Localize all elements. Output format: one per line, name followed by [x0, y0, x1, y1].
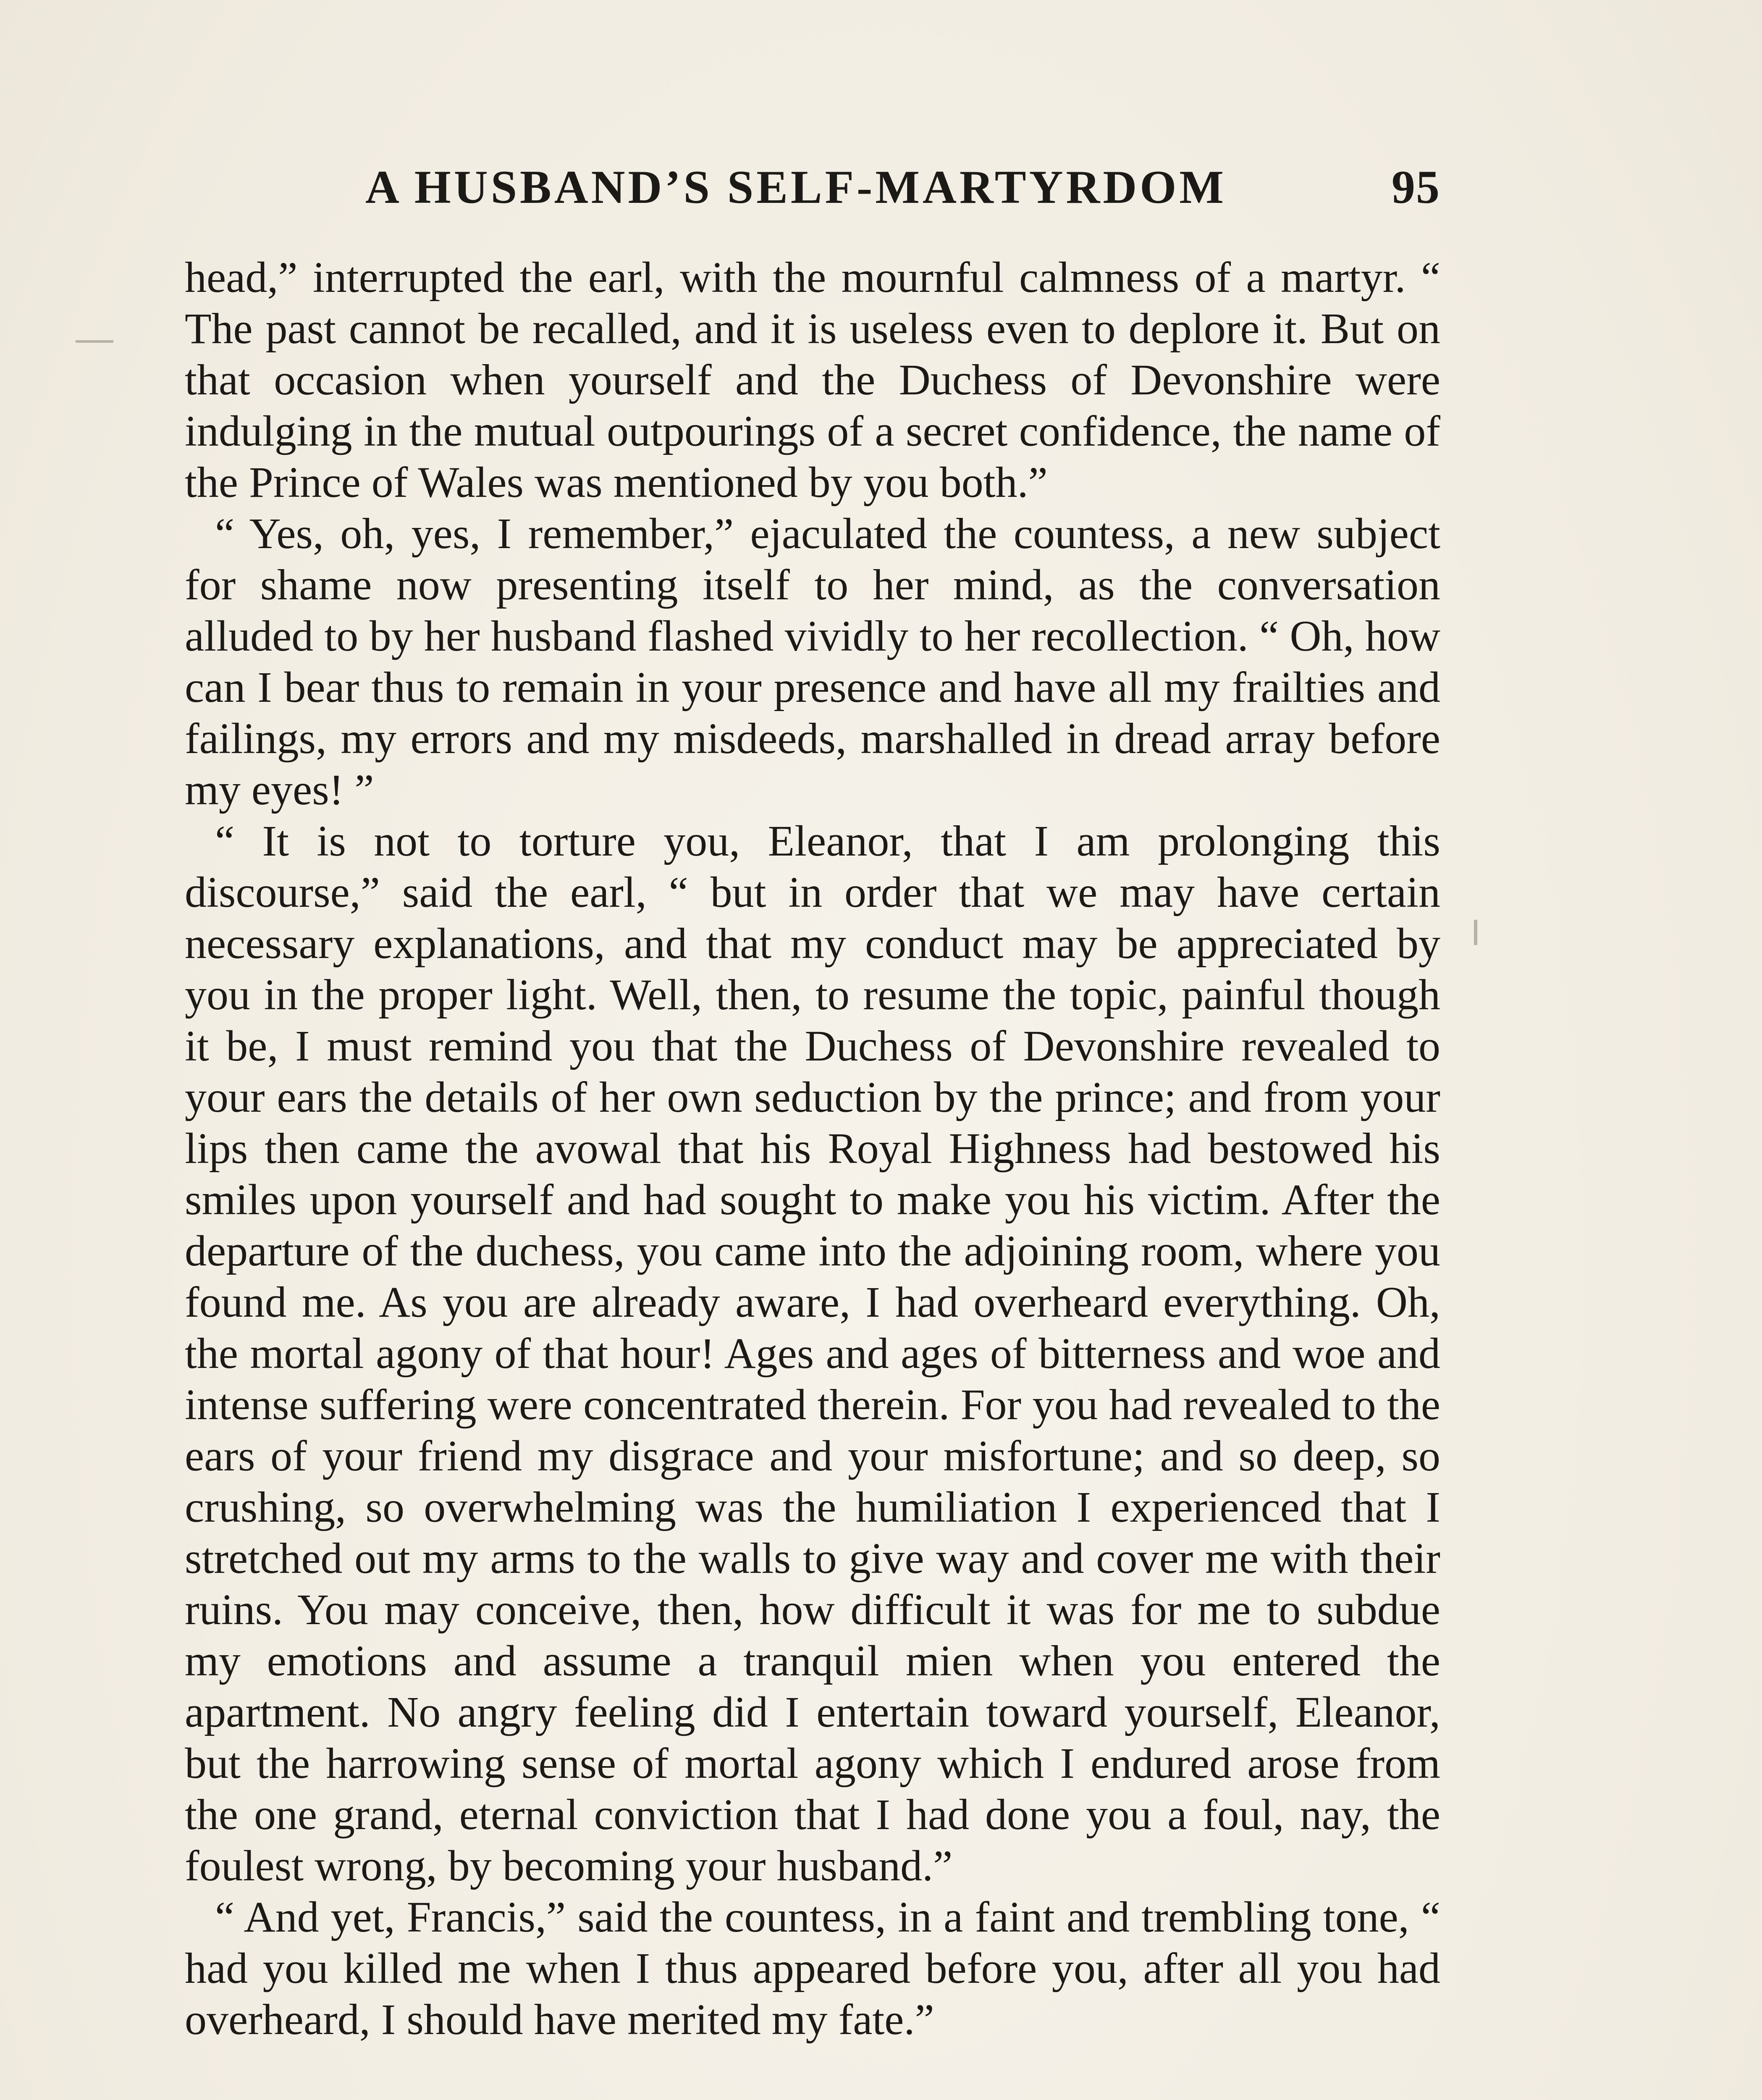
- margin-mark: [76, 340, 113, 343]
- margin-mark: [1474, 920, 1477, 945]
- running-head: [365, 160, 1440, 228]
- paragraph: “ Yes, oh, yes, I remember,” ejaculated the countess, a new subject for shame now presenting itself to her mind, as the conversation alluded to by her husband flashed vividly to her recollection. “ Oh, how can I bear thus to remain in your presence and have all my frailties and failings, my errors and my misdeeds, marshalled in dread array before my eyes! ”: [185, 509, 1440, 814]
- body-text: [185, 252, 1440, 2045]
- paragraph: “ It is not to torture you, Eleanor, that I am prolonging this discourse,” said the earl, “ but in order that we may have certain necessary explanations, and that my conduct may be appreciated by you in the proper light. Well, then, to resume the topic, painful though it be, I must remind you that the Duchess of Devonshire revealed to your ears the details of her own seduction by the prince; and from your lips then came the avowal that his Royal Highness had bestowed his smiles upon yourself and had sought to make you his victim. After the departure of the duchess, you came into the adjoining room, where you found me. As you are already aware, I had overheard everything. Oh, the mortal agony of that hour! Ages and ages of bitterness and woe and intense suffering were concentrated therein. For you had revealed to the ears of your friend my disgrace and your misfortune; and so deep, so crushing, so overwhelming was the humiliation I experienced that I stretched out my arms to the walls to give way and cover me with their ruins. You may conceive, then, how difficult it was for me to subdue my emotions and assume a tranquil mien when you entered the apartment. No angry feeling did I entertain toward yourself, Eleanor, but the harrowing sense of mortal agony which I endured arose from the one grand, eternal conviction that I had done you a foul, nay, the foulest wrong, by becoming your husband.”: [185, 817, 1440, 1890]
- paragraph: head,” interrupted the earl, with the mournful calmness of a martyr. “ The past cannot be recalled, and it is useless even to deplore it. But on that occasion when yourself and the Duchess of Devonshire were indulging in the mutual outpourings of a secret confidence, the name of the Prince of Wales was mentioned by you both.”: [185, 253, 1440, 507]
- page-number: 95: [1392, 161, 1440, 213]
- paragraph: “ And yet, Francis,” said the countess, in a faint and trembling tone, “ had you killed me when I thus appeared before you, after all you had overheard, I should have merited my fate.”: [185, 1893, 1440, 2044]
- chapter-title: A HUSBAND’S SELF-MARTYRDOM: [365, 161, 1227, 213]
